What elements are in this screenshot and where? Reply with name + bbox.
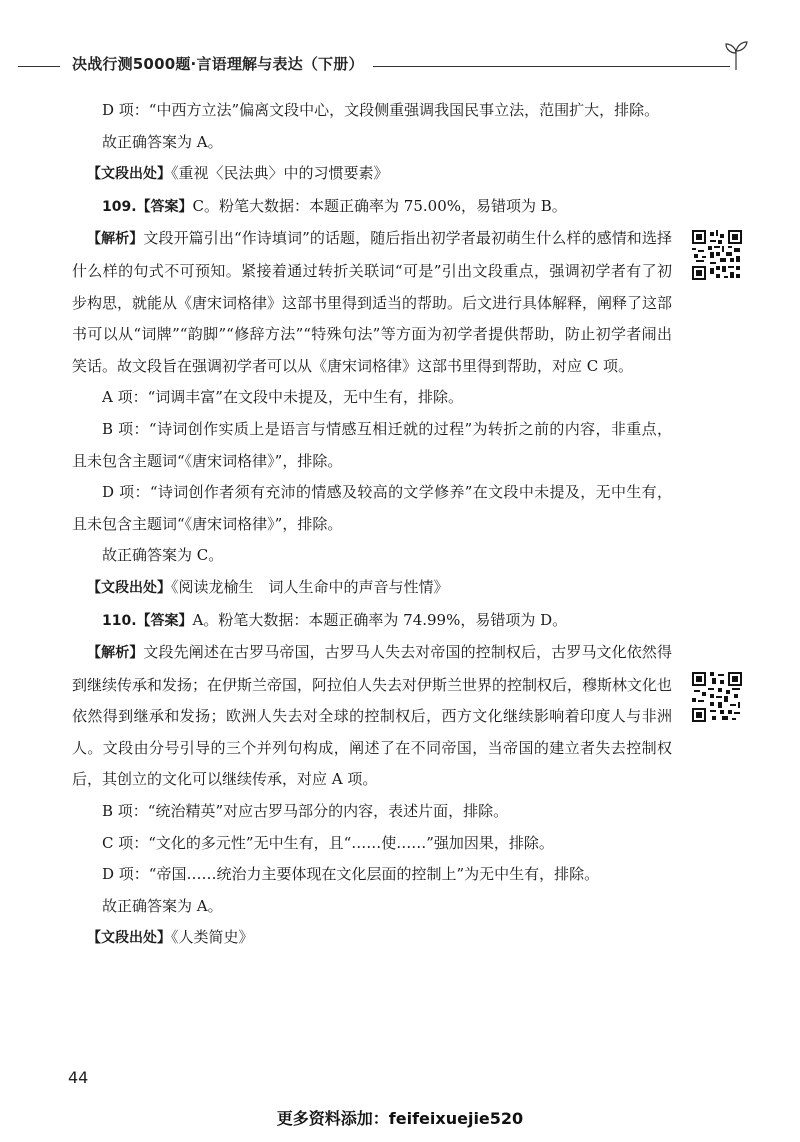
source-tag: 【文段出处】 [87, 166, 171, 183]
header-rule-right [373, 66, 730, 67]
qr-code-icon[interactable] [692, 672, 742, 722]
question-109-option-a: A 项：“词调丰富”在文段中未提及，无中生有，排除。 [102, 388, 463, 407]
question-109-option-b: B 项：“诗词创作实质上是语言与情感互相迁就的过程”为转折之前的内容，非重点，且未包含主题词“《唐宋词格律》”，排除。 [72, 419, 672, 470]
question-110-answer [72, 605, 672, 638]
header-rule-left [18, 66, 60, 67]
analysis-tag: 【解析】 [87, 645, 144, 662]
question-109-analysis [72, 223, 672, 382]
page-content [72, 95, 672, 955]
source-citation-prev [72, 158, 672, 191]
footer-note: 更多资料添加：feifeixuejie520 [276, 1109, 524, 1128]
question-110-option-d: D 项：“帝国……统治力主要体现在文化层面的控制上”为无中生有，排除。 [102, 865, 600, 884]
source-title: 《重视〈民法典〉中的习惯要素》 [171, 164, 389, 183]
question-110-analysis [72, 637, 672, 796]
answer-text: A。粉笔大数据：本题正确率为 74.99%，易错项为 D。 [192, 610, 568, 629]
analysis-text: 文段开篇引出“作诗填词”的话题，随后指出初学者最初萌生什么样的感情和选择什么样的句式不可预知。紧接着通过转折关联词“可是”引出文段重点，强调初学者有了初步构思，就能从《唐宋词格律》这部书里得到适当的帮助。后文进行具体解释，阐释了这部书可以从“词牌”“韵脚”“修辞方法”“特殊句法”等方面为初学者提供帮助，防止初学者闹出笑话。故文段旨在强调初学者可以从《唐宋词格律》这部书里得到帮助，对应 C 项。 [72, 229, 673, 375]
page-number: 44 [68, 1068, 89, 1087]
source-tag: 【文段出处】 [87, 579, 171, 596]
analysis-tag: 【解析】 [87, 231, 144, 248]
question-109-option-d: D 项：“诗词创作者须有充沛的情感及较高的文学修养”在文段中未提及，无中生有，且未包含主题词“《唐宋词格律》”，排除。 [72, 483, 672, 533]
answer-label: 109.【答案】 [102, 198, 193, 215]
answer-text: C。粉笔大数据：本题正确率为 75.00%，易错项为 B。 [192, 196, 567, 215]
question-110-option-b: B 项：“统治精英”对应古罗马部分的内容，表述片面，排除。 [102, 802, 509, 821]
source-title: 《阅读龙榆生 词人生命中的声音与性情》 [171, 577, 449, 596]
sprout-icon [724, 40, 748, 70]
question-109-answer [72, 191, 672, 224]
question-109-source [72, 572, 672, 605]
question-110-option-c: C 项：“文化的多元性”无中生有，且“……使……”强加因果，排除。 [102, 833, 554, 852]
source-title: 《人类简史》 [171, 928, 254, 947]
running-header [18, 48, 748, 78]
answer-label: 110.【答案】 [102, 612, 193, 629]
question-110-answer-statement: 故正确答案为 A。 [102, 896, 223, 915]
question-109-answer-statement: 故正确答案为 C。 [102, 546, 224, 565]
answer-statement-prev: 故正确答案为 A。 [102, 132, 223, 151]
analysis-text: 文段先阐述在古罗马帝国，古罗马人失去对帝国的控制权后，古罗马文化依然得到继续传承和发扬；在伊斯兰帝国，阿拉伯人失去对伊斯兰世界的控制权后，穆斯林文化也依然得到继承和发扬；欧洲人失去对全球的控制权后，西方文化继续影响着印度人与非洲人。文段由分号引导的三个并列句构成，阐述了在不同帝国，当帝国的建立者失去控制权后，其创立的文化可以继续传承，对应 A 项。 [72, 643, 673, 789]
option-d-explanation-prev: D 项：“中西方立法”偏离文段中心，文段侧重强调我国民事立法，范围扩大，排除。 [102, 101, 660, 119]
qr-code-icon[interactable] [692, 230, 742, 280]
question-110-source [72, 922, 672, 955]
source-tag: 【文段出处】 [87, 930, 171, 947]
book-title: 决战行测5000题·言语理解与表达（下册） [72, 55, 364, 73]
